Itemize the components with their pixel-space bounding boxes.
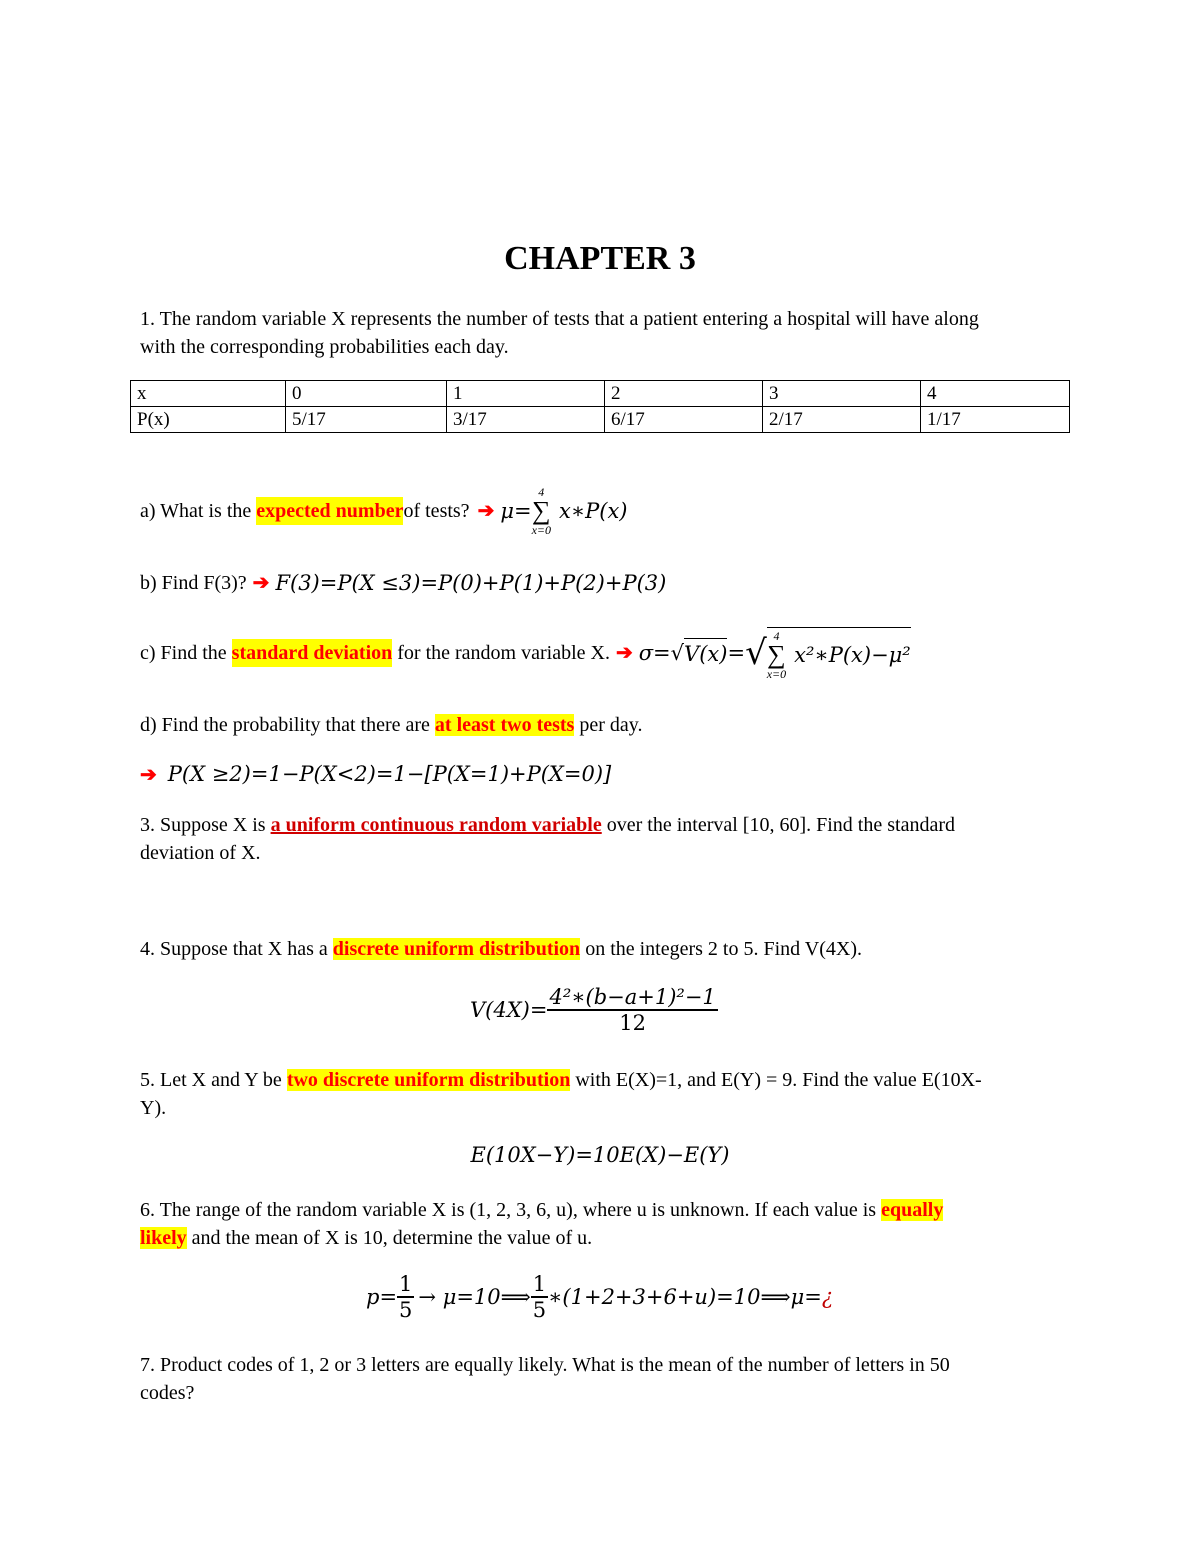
mu-eq: μ= [500,499,532,523]
q6-formula [366,1272,833,1322]
q1b-formula: F(3)=P(X ≤3)=P(0)+P(1)+P(2)+P(3) [275,571,667,595]
arrow-icon: ➔ [477,500,495,522]
fraction-numerator: 1 [399,1272,413,1296]
page-title: CHAPTER 3 [504,240,696,277]
q1c-post: for the random variable X. [392,642,610,664]
q1d-highlight: at least two tests [434,714,575,736]
q6-highlight-1: equally [881,1199,944,1221]
q6-line2 [140,1224,592,1252]
q6-mid: → μ=10⟹ [418,1285,531,1309]
sigma-eq: σ= [638,641,671,665]
q5-highlight: two discrete uniform distribution [286,1069,571,1091]
q5-formula-wrap [0,1143,1200,1167]
q1d-formula-line [140,760,611,789]
q3-line1 [140,811,955,839]
summation [767,630,786,680]
q1b-line [140,569,666,597]
table-cell: 5/17 [286,407,447,433]
q3-pre: 3. Suppose X is [140,814,271,836]
q1-text-line1: 1. The random variable X represents the number of tests that a patient entering a hospital will have along [140,308,979,330]
q6-unknown: ¿ [821,1285,834,1309]
sigma-symbol: ∑ [532,496,551,525]
q6-line1 [140,1196,943,1224]
table-cell: 3 [763,381,921,407]
q1d-pre: d) Find the probability that there are [140,714,435,736]
q4-numerator: 4²∗(b−a+1)²−1 [549,985,716,1009]
q3-line2: deviation of X. [140,842,261,864]
q6-highlight-2: likely [140,1227,187,1249]
q7-line1: 7. Product codes of 1, 2 or 3 letters are equally likely. What is the mean of the number of letters in 50 [140,1354,950,1376]
q1c-pre: c) Find the [140,642,232,664]
fraction-denominator: 5 [532,1298,547,1322]
table-cell: P(x) [131,407,286,433]
q1d-line [140,711,642,739]
sum-upper: 4 [773,628,780,643]
q6-pre: 6. The range of the random variable X is (1, 2, 3, 6, u), where u is unknown. If each value is [140,1199,882,1221]
table-cell: 6/17 [605,407,763,433]
sigma-symbol: ∑ [767,639,786,669]
q1d-formula: P(X ≥2)=1−P(X<2)=1−[P(X=1)+P(X=0)] [167,762,612,786]
q5-pre: 5. Let X and Y be [140,1069,287,1091]
q4-fraction [547,985,717,1035]
q4-line [140,935,862,963]
table-row [131,381,1070,407]
sum-lower: x=0 [766,666,787,681]
q6-fraction-1 [397,1272,414,1322]
arrow-icon: ➔ [252,572,270,594]
q6-p-eq: p= [366,1285,398,1309]
q1c-highlight: standard deviation [232,639,393,667]
table-cell: 4 [921,381,1070,407]
sum-lower: x=0 [531,523,552,537]
arrow-icon: ➔ [615,642,633,664]
sqrt-symbol-icon: √ [745,633,767,673]
q3-underlined: a uniform continuous random variable [270,814,602,836]
sum-upper: 4 [538,485,545,499]
q1a-line [140,480,628,542]
q4-pre: 4. Suppose that X has a [140,938,333,960]
table-cell: 2 [605,381,763,407]
q1a-highlight: expected number [256,497,403,525]
table-cell: x [131,381,286,407]
q1d-post: per day. [574,714,643,736]
q4-lhs: V(4X)= [470,998,548,1022]
q1c-term: x²∗P(x)−μ² [794,642,911,667]
q4-denominator: 12 [619,1011,646,1035]
probability-table [130,380,1070,433]
q3-post: over the interval [10, 60]. Find the standard [601,814,955,836]
sqrt-symbol-icon: √ [670,641,685,665]
table-cell: 1 [447,381,605,407]
q7-line2: codes? [140,1382,195,1404]
q1-text-line2: with the corresponding probabilities each day. [140,336,509,358]
summation [532,486,551,536]
q4-highlight: discrete uniform distribution [332,938,581,960]
q5-line1 [140,1066,982,1094]
q4-post: on the integers 2 to 5. Find V(4X). [580,938,863,960]
table-row [131,407,1070,433]
q1a-pre: a) What is the [140,500,257,522]
q6-fraction-2 [531,1272,548,1322]
sqrt-v: V(x) [684,638,727,668]
q5-post: with E(X)=1, and E(Y) = 9. Find the value E(10X- [570,1069,982,1091]
q5-line2: Y). [140,1097,167,1119]
q6-tail: ∗(1+2+3+6+u)=10⟹μ= [548,1285,822,1309]
sqrt-body [767,627,911,680]
table-cell: 1/17 [921,407,1070,433]
table-cell: 2/17 [763,407,921,433]
q4-formula [470,985,718,1035]
q1b-pre: b) Find F(3)? [140,572,247,594]
fraction-numerator: 1 [532,1272,547,1296]
q6-post: and the mean of X is 10, determine the value of u. [186,1227,593,1249]
equals: = [727,641,746,665]
q1a-term: x∗P(x) [559,499,628,523]
q1a-post: of tests? [403,500,470,522]
fraction-denominator: 5 [399,1298,413,1322]
arrow-icon: ➔ [140,764,157,786]
table-cell: 3/17 [447,407,605,433]
q1c-line [140,620,911,686]
q5-formula: E(10X−Y)=10E(X)−E(Y) [470,1143,730,1167]
table-cell: 0 [286,381,447,407]
